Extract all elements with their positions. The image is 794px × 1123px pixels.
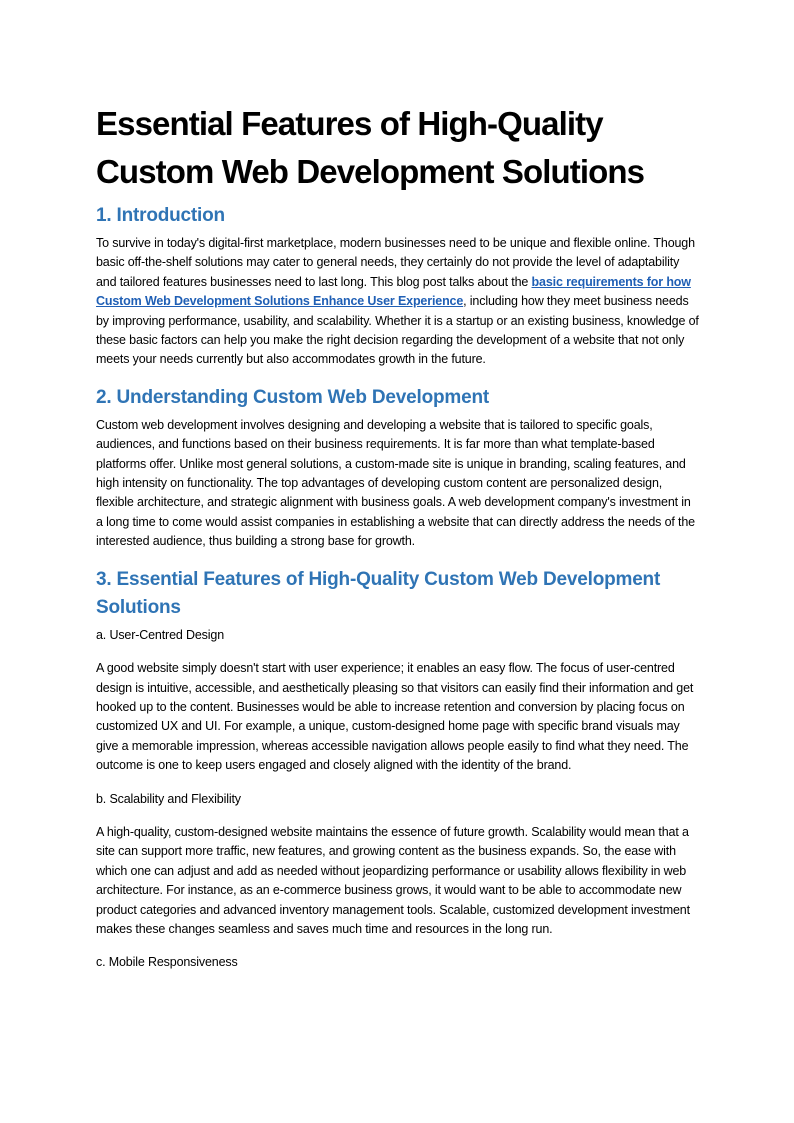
section-understanding — [96, 384, 700, 552]
introduction-paragraph — [96, 234, 700, 370]
section-introduction — [96, 202, 700, 370]
section-heading-features: 3. Essential Features of High-Quality Custom Web Development Solutions — [96, 568, 661, 618]
user-centred-design-paragraph: A good website simply doesn't start with user experience; it enables an easy flow. The focus of user-centred design is intuitive, accessible, and aesthetically pleasing so that visitors can easily find their information and get hooked up to the content. Businesses would be able to increase retention and conversion by placing focus on customized UX and UI. For example, a unique, custom-designed home page with specific brand visuals may give a memorable impression, whereas accessible navigation allows people easily to find what they need. The outcome is one to keep users engaged and closely aligned with the identity of the brand. — [96, 661, 694, 773]
section-heading-understanding: 2. Understanding Custom Web Development — [96, 386, 490, 408]
document-title: Essential Features of High-Quality Custom Web Development Solutions — [96, 105, 645, 190]
subheading-mobile-responsiveness: c. Mobile Responsiveness — [96, 955, 238, 970]
document-page — [96, 100, 700, 987]
section-features — [96, 566, 700, 973]
intro-text-after-link: , including how they meet business needs by improving performance, usability, and scalability. Whether it is a startup or an existing business, knowledge of these basic factors can help you make the right decision regarding the development of a website that not only meets your needs currently but also accommodates growth in the future. — [96, 294, 699, 367]
custom-web-dev-ux-link[interactable]: basic requirements for how Custom Web Development Solutions Enhance User Experience — [96, 274, 691, 309]
subheading-scalability-flexibility: b. Scalability and Flexibility — [96, 791, 241, 806]
subheading-user-centred-design: a. User-Centred Design — [96, 627, 225, 642]
intro-text-before-link: To survive in today's digital-first marketplace, modern businesses need to be unique and flexible online. Though basic off-the-shelf solutions may cater to general needs, they certainly do not provide the level of adaptability and tailored features businesses need to last long. This blog post talks about the — [96, 236, 695, 289]
section-heading-introduction: 1. Introduction — [96, 205, 225, 226]
scalability-flexibility-paragraph: A high-quality, custom-designed website maintains the essence of future growth. Scalability would mean that a site can support more traffic, new features, and growing content as the business expands. So, the ease with which one can adjust and add as needed without jeopardizing performance or usability allows flexibility in web architecture. For instance, as an e-commerce business grows, it would want to be able to accommodate new product categories and advanced inventory management tools. Scalable, customized development investment makes these changes seamless and saves much time and resources in the long run. — [96, 824, 690, 936]
understanding-paragraph: Custom web development involves designing and developing a website that is tailored to specific goals, audiences, and functions based on their business requirements. It is far more than what template-based platforms offer. Unlike most general solutions, a custom-made site is unique in branding, scaling features, and high intensity on functionality. The top advantages of developing custom content are personalized design, flexible architecture, and strategic alignment with business goals. A web development company's investment in a long time to come would assist companies in establishing a website that can directly address the needs of the interested audience, thus building a strong base for growth. — [96, 417, 695, 549]
